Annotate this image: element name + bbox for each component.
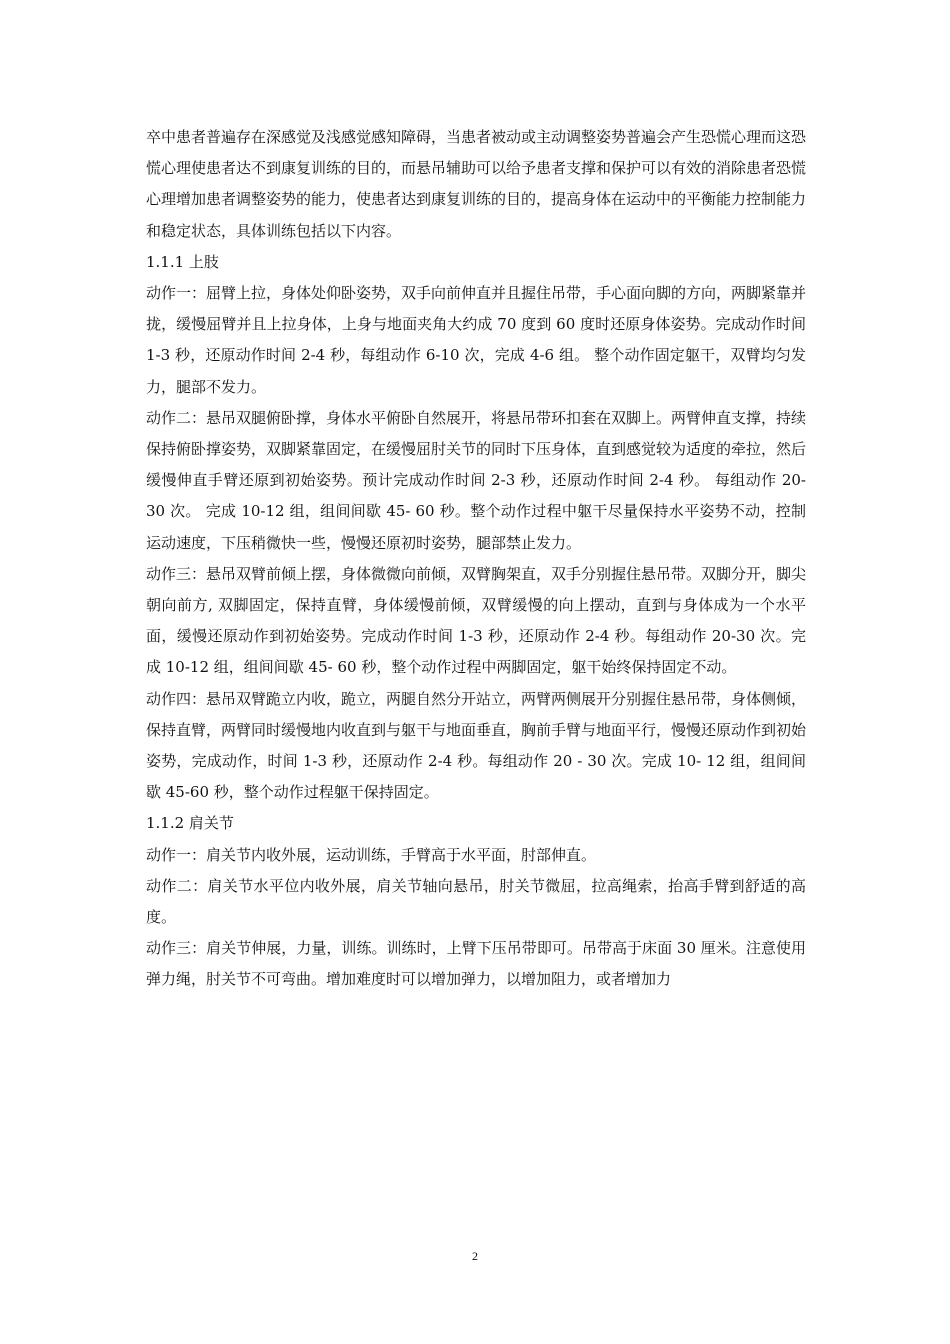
upper-limb-action-2: 动作二：悬吊双腿俯卧撑，身体水平俯卧自然展开，将悬吊带环扣套在双脚上。两臂伸直支撑，持续保持俯卧撑姿势，双脚紧靠固定，在缓慢屈肘关节的同时下压身体，直到感觉较为适度的牵拉，然后缓慢伸直手臂还原到初始姿势。预计完成动作时间 2-3 秒，还原动作时间 2-4 秒。 每组动作 20-30 次。 完成 10-12 组，组间间歇 45- 60 秒。整个动作过程中躯干尽量保持水平姿势不动，控制运动速度，下压稍微快一些，慢慢还原初时姿势，腿部禁止发力。 bbox=[146, 408, 807, 552]
shoulder-action-1: 动作一：肩关节内收外展，运动训练，手臂高于水平面，肘部伸直。 bbox=[146, 845, 597, 864]
page-number: 2 bbox=[472, 1249, 478, 1263]
body-text bbox=[146, 122, 806, 996]
upper-limb-action-4: 动作四：悬吊双臂跪立内收，跪立，两腿自然分开站立，两臂两侧展开分别握住悬吊带，身体侧倾，保持直臂，两臂同时缓慢地内收直到与躯干与地面垂直，胸前手臂与地面平行，慢慢还原动作到初始姿势，完成动作，时间 1-3 秒，还原动作 2-4 秒。每组动作 20 - 30 次。完成 10- 12 组，组间间歇 45-60 秒，整个动作过程躯干保持固定。 bbox=[146, 689, 807, 802]
intro-paragraph: 卒中患者普遍存在深感觉及浅感觉感知障碍，当患者被动或主动调整姿势普遍会产生恐慌心理而这恐慌心理使患者达不到康复训练的目的，而悬吊辅助可以给予患者支撑和保护可以有效的消除患者恐慌心理增加患者调整姿势的能力，使患者达到康复训练的目的，提高身体在运动中的平衡能力控制能力和稳定状态，具体训练包括以下内容。 bbox=[146, 128, 807, 240]
upper-limb-action-1: 动作一：屈臂上拉，身体处仰卧姿势，双手向前伸直并且握住吊带，手心面向脚的方向，两脚紧靠并拢，缓慢屈臂并且上拉身体，上身与地面夹角大约成 70 度到 60 度时还原身体姿势。完成动作时间 1-3 秒，还原动作时间 2-4 秒，每组动作 6-10 次，完成 4-6 组。 整个动作固定躯干，双臂均匀发力，腿部不发力。 bbox=[146, 284, 807, 396]
shoulder-action-3: 动作三：肩关节伸展，力量，训练。训练时，上臂下压吊带即可。吊带高于床面 30 厘米。注意使用弹力绳，肘关节不可弯曲。增加难度时可以增加弹力，以增加阻力，或者增加力 bbox=[146, 939, 806, 989]
section-heading-upper-limb: 1.1.1 上肢 bbox=[146, 252, 219, 271]
upper-limb-action-3: 动作三：悬吊双臂前倾上摆，身体微微向前倾，双臂胸架直，双手分别握住悬吊带。双脚分开，脚尖朝向前方, 双脚固定，保持直臂，身体缓慢前倾，双臂缓慢的向上摆动，直到与身体成为一个水平面，缓慢还原动作到初始姿势。完成动作时间 1-3 秒，还原动作 2-4 秒。每组动作 20-30 次。完成 10-12 组，组间间歇 45- 60 秒，整个动作过程中两脚固定，躯干始终保持固定不动。 bbox=[146, 564, 807, 677]
section-heading-shoulder-joint: 1.1.2 肩关节 bbox=[146, 814, 234, 833]
shoulder-action-2: 动作二：肩关节水平位内收外展，肩关节轴向悬吊，肘关节微屈，拉高绳索，抬高手臂到舒适的高度。 bbox=[146, 876, 806, 927]
